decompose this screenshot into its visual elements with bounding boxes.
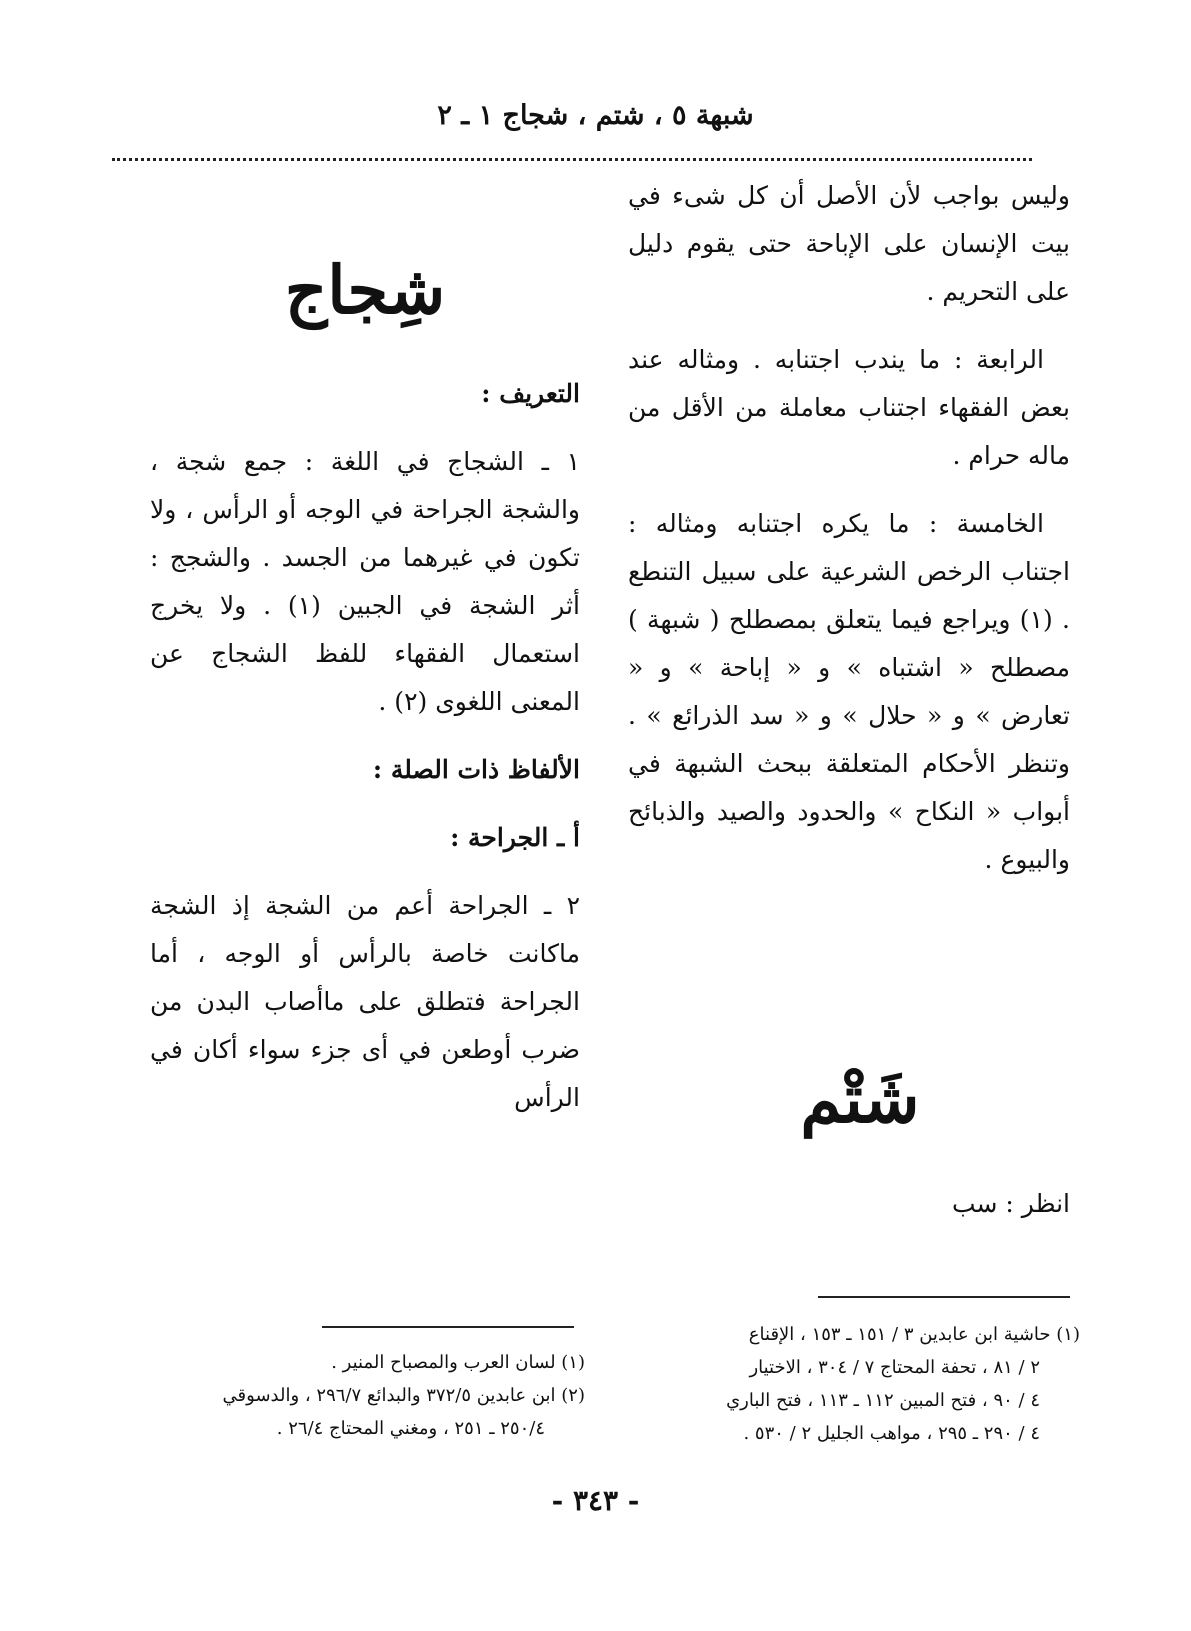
footnote-line: ٢ / ٨١ ، تحفة المحتاج ٧ / ٣٠٤ ، الاختيار [749, 1357, 1040, 1378]
term-title-shijaj: شِجاج [284, 251, 446, 329]
footnote-line: ٢٥٠/٤ ـ ٢٥١ ، ومغني المحتاج ٢٦/٤ . [276, 1418, 545, 1439]
running-head: شبهة ٥ ، شتم ، شجاج ١ ـ ٢ [437, 100, 754, 131]
left-column [150, 230, 580, 1142]
page-number: - ٣٤٣ - [551, 1484, 640, 1517]
footnote-line: (٢) ابن عابدين ٣٧٢/٥ والبدائع ٢٩٦/٧ ، والدسوقي [222, 1385, 585, 1406]
definition-paragraph: ١ ـ الشجاج في اللغة : جمع شجة ، والشجة الجراحة في الوجه أو الرأس ، ولا تكون في غيرهما من الجسد . والشجج : أثر الشجة في الجبين (١) . ولا يخرج استعمال الفقهاء للفظ الشجاج عن المعنى اللغوى (٢) . [150, 447, 580, 716]
related-terms-heading: الألفاظ ذات الصلة : [372, 755, 580, 784]
right-paragraph-2: الرابعة : ما يندب اجتنابه . ومثاله عند بعض الفقهاء اجتناب معاملة من الأقل من ماله حرام . [628, 345, 1070, 470]
footnote-line: (١) لسان العرب والمصباح المنير . [331, 1352, 585, 1373]
jiraha-paragraph: ٢ ـ الجراحة أعم من الشجة إذ الشجة ماكانت خاصة بالرأس أو الوجه ، أما الجراحة فتطلق على ماأصاب البدن من ضرب أوطعن في أى جزء سواء أكان في الرأس [150, 891, 580, 1112]
right-column [628, 172, 1070, 904]
footnotes-left [130, 1346, 585, 1445]
term-title-shatm: شَتْم [800, 1060, 920, 1138]
footnote-line: (١) حاشية ابن عابدين ٣ / ١٥١ ـ ١٥٣ ، الإقناع [748, 1324, 1080, 1345]
right-paragraph-3: الخامسة : ما يكره اجتنابه ومثاله : اجتناب الرخص الشرعية على سبيل التنطع . (١) ويراجع فيما يتعلق بمصطلح ( شبهة ) مصطلح « اشتباه » و « إباحة » و « تعارض » و « حلال » و « سد الذرائع » . وتنظر الأحكام المتعلقة ببحث الشبهة في أبواب « النكاح » والحدود والصيد والذبائح والبيوع . [628, 509, 1070, 874]
right-paragraph-1: وليس بواجب لأن الأصل أن كل شىء في بيت الإنسان على الإباحة حتى يقوم دليل على التحريم . [628, 181, 1070, 306]
definition-heading: التعريف : [481, 379, 580, 408]
footnotes-right [628, 1318, 1080, 1450]
see-also-reference: انظر : سب [951, 1189, 1070, 1218]
header-dotted-rule [112, 158, 1032, 161]
footnote-rule-left [322, 1326, 574, 1328]
sub-heading-jiraha: أ ـ الجراحة : [450, 823, 580, 852]
footnote-line: ٤ / ٢٩٠ ـ ٢٩٥ ، مواهب الجليل ٢ / ٥٣٠ . [743, 1423, 1040, 1444]
footnote-rule-right [818, 1296, 1070, 1298]
footnote-line: ٤ / ٩٠ ، فتح المبين ١١٢ ـ ١١٣ ، فتح الباري [726, 1390, 1040, 1411]
